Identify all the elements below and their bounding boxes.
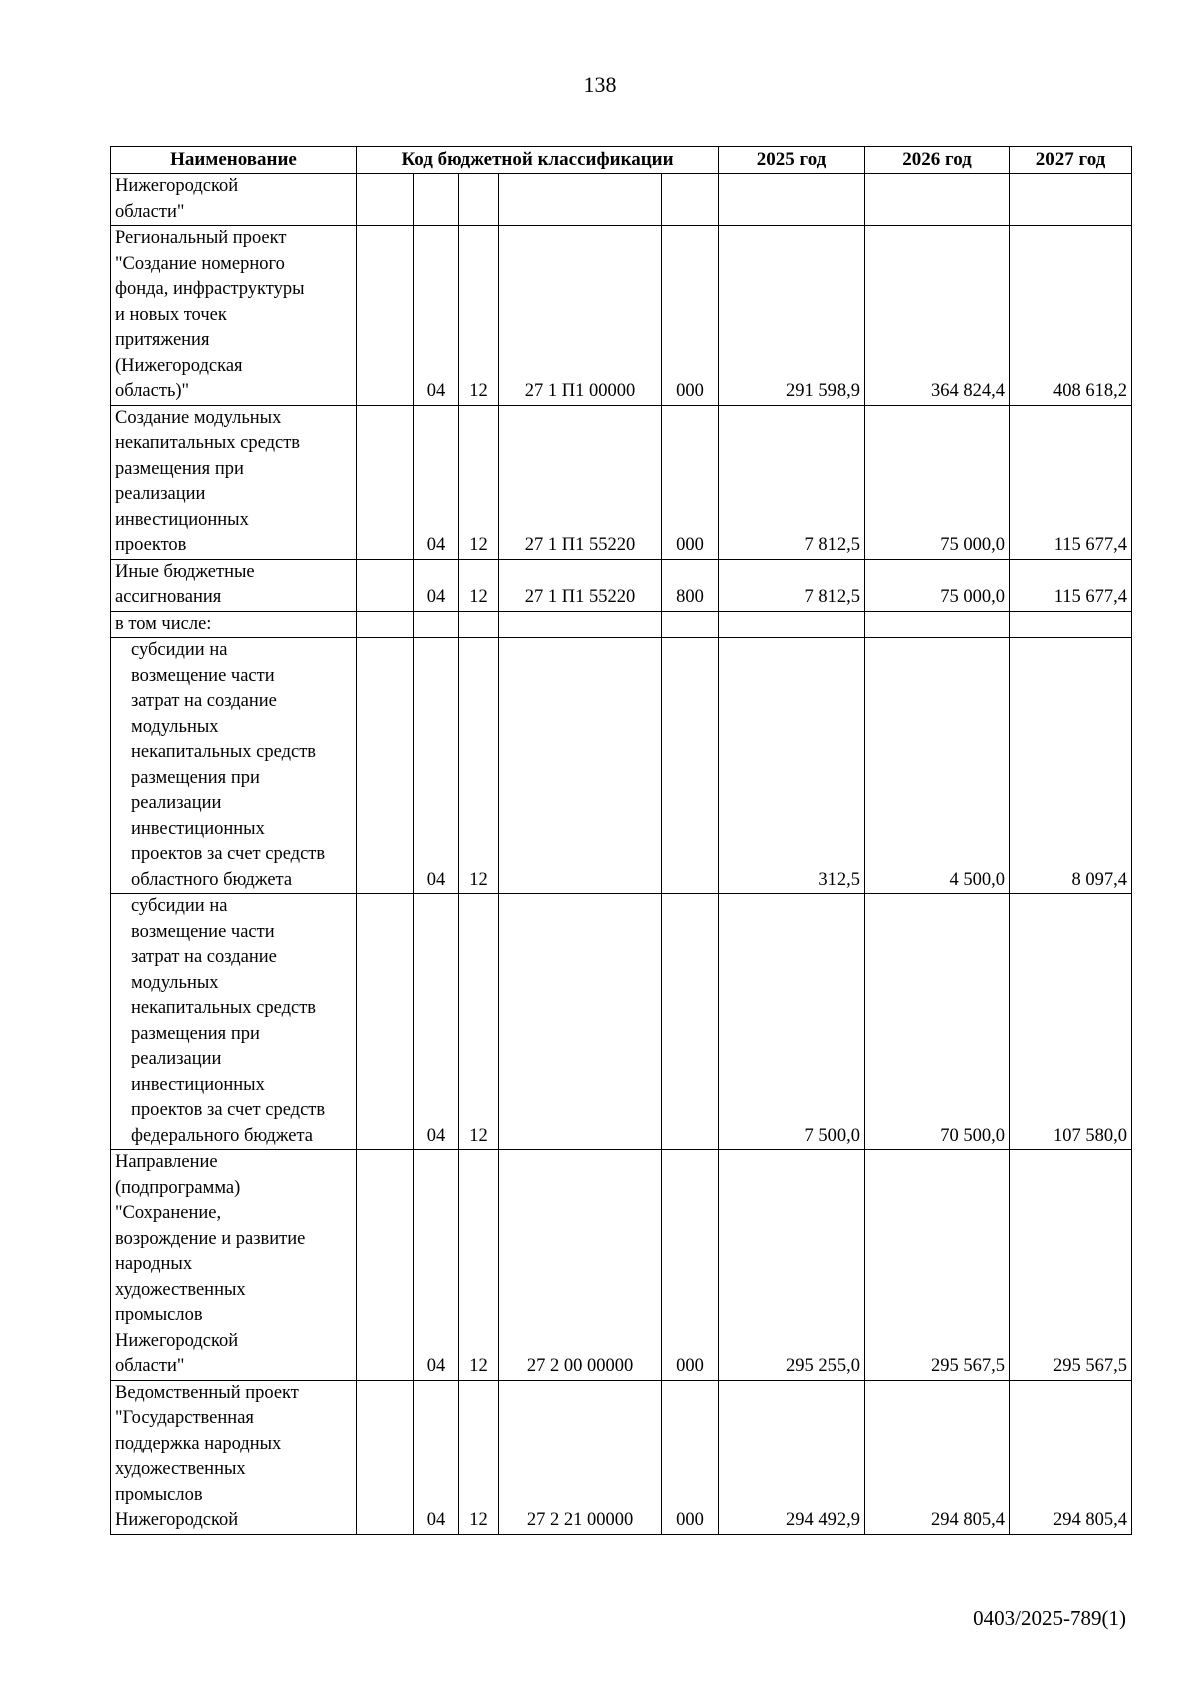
- table-row: [111, 894, 1132, 1150]
- table-row: [111, 1150, 1132, 1381]
- table-row: [111, 226, 1132, 406]
- amount-2027: 115 677,4: [1010, 405, 1132, 559]
- amount-2026: 4 500,0: [865, 638, 1010, 894]
- amount-2025: [719, 611, 865, 638]
- subsection-code: 12: [459, 559, 499, 611]
- expense-type-code: 800: [662, 559, 719, 611]
- amount-2027: 408 618,2: [1010, 226, 1132, 406]
- amount-2025: 295 255,0: [719, 1150, 865, 1381]
- amount-2025: 312,5: [719, 638, 865, 894]
- section-code: 04: [414, 559, 459, 611]
- target-article-code: 27 1 П1 55220: [499, 559, 662, 611]
- subsection-code: 12: [459, 405, 499, 559]
- amount-2025: 291 598,9: [719, 226, 865, 406]
- amount-2027: 107 580,0: [1010, 894, 1132, 1150]
- header-2027: 2027 год: [1010, 147, 1132, 174]
- table-row: [111, 559, 1132, 611]
- expense-type-code: 000: [662, 1380, 719, 1534]
- row-name: субсидии на возмещение части затрат на создание модульных некапитальных средств размещения при реализации инвестиционных проектов за счет средств областного бюджета: [111, 638, 357, 894]
- section-code: 04: [414, 226, 459, 406]
- expense-type-code: 000: [662, 405, 719, 559]
- budget-table: [110, 146, 1132, 1535]
- table-row: [111, 1380, 1132, 1534]
- expense-type-code: [662, 611, 719, 638]
- amount-2026: [865, 174, 1010, 226]
- amount-2026: [865, 611, 1010, 638]
- subsection-code: 12: [459, 226, 499, 406]
- table-row: [111, 405, 1132, 559]
- subsection-code: 12: [459, 1150, 499, 1381]
- expense-type-code: 000: [662, 1150, 719, 1381]
- expense-type-code: [662, 638, 719, 894]
- section-code: 04: [414, 405, 459, 559]
- target-article-code: 27 1 П1 55220: [499, 405, 662, 559]
- section-code: [414, 174, 459, 226]
- code-cell: [357, 174, 414, 226]
- subsection-code: 12: [459, 638, 499, 894]
- code-cell: [357, 226, 414, 406]
- code-cell: [357, 559, 414, 611]
- amount-2026: 294 805,4: [865, 1380, 1010, 1534]
- code-cell: [357, 638, 414, 894]
- subsection-code: [459, 174, 499, 226]
- table-row: [111, 638, 1132, 894]
- amount-2025: 7 500,0: [719, 894, 865, 1150]
- amount-2027: 294 805,4: [1010, 1380, 1132, 1534]
- section-code: [414, 611, 459, 638]
- amount-2027: 8 097,4: [1010, 638, 1132, 894]
- section-code: 04: [414, 1380, 459, 1534]
- amount-2027: 295 567,5: [1010, 1150, 1132, 1381]
- subsection-code: 12: [459, 1380, 499, 1534]
- row-name: Нижегородской области": [111, 174, 357, 226]
- header-code: Код бюджетной классификации: [357, 147, 719, 174]
- row-name: Ведомственный проект "Государственная поддержка народных художественных промыслов Нижегородской: [111, 1380, 357, 1534]
- code-cell: [357, 1150, 414, 1381]
- document-id: 0403/2025-789(1): [973, 1606, 1126, 1630]
- table-row: [111, 174, 1132, 226]
- amount-2027: [1010, 174, 1132, 226]
- header-name: Наименование: [111, 147, 357, 174]
- code-cell: [357, 1380, 414, 1534]
- section-code: 04: [414, 1150, 459, 1381]
- table-row: [111, 611, 1132, 638]
- row-name: Направление (подпрограмма) "Сохранение, возрождение и развитие народных художественных промыслов Нижегородской области": [111, 1150, 357, 1381]
- amount-2026: 75 000,0: [865, 559, 1010, 611]
- expense-type-code: [662, 174, 719, 226]
- section-code: 04: [414, 638, 459, 894]
- section-code: 04: [414, 894, 459, 1150]
- row-name: Иные бюджетные ассигнования: [111, 559, 357, 611]
- target-article-code: [499, 638, 662, 894]
- target-article-code: 27 2 00 00000: [499, 1150, 662, 1381]
- code-cell: [357, 405, 414, 559]
- amount-2025: [719, 174, 865, 226]
- code-cell: [357, 894, 414, 1150]
- header-2025: 2025 год: [719, 147, 865, 174]
- row-name: Региональный проект "Создание номерного фонда, инфраструктуры и новых точек притяжения (Нижегородская область)": [111, 226, 357, 406]
- amount-2025: 7 812,5: [719, 559, 865, 611]
- amount-2027: [1010, 611, 1132, 638]
- row-name: Создание модульных некапитальных средств размещения при реализации инвестиционных проектов: [111, 405, 357, 559]
- target-article-code: [499, 611, 662, 638]
- amount-2025: 7 812,5: [719, 405, 865, 559]
- header-2026: 2026 год: [865, 147, 1010, 174]
- row-name: в том числе:: [111, 611, 357, 638]
- target-article-code: [499, 894, 662, 1150]
- subsection-code: [459, 611, 499, 638]
- target-article-code: 27 2 21 00000: [499, 1380, 662, 1534]
- amount-2026: 75 000,0: [865, 405, 1010, 559]
- expense-type-code: 000: [662, 226, 719, 406]
- amount-2026: 295 567,5: [865, 1150, 1010, 1381]
- expense-type-code: [662, 894, 719, 1150]
- target-article-code: [499, 174, 662, 226]
- target-article-code: 27 1 П1 00000: [499, 226, 662, 406]
- subsection-code: 12: [459, 894, 499, 1150]
- amount-2027: 115 677,4: [1010, 559, 1132, 611]
- page-number: 138: [583, 72, 617, 97]
- amount-2026: 364 824,4: [865, 226, 1010, 406]
- amount-2025: 294 492,9: [719, 1380, 865, 1534]
- amount-2026: 70 500,0: [865, 894, 1010, 1150]
- code-cell: [357, 611, 414, 638]
- table-header-row: [111, 147, 1132, 174]
- row-name: субсидии на возмещение части затрат на создание модульных некапитальных средств размещения при реализации инвестиционных проектов за счет средств федерального бюджета: [111, 894, 357, 1150]
